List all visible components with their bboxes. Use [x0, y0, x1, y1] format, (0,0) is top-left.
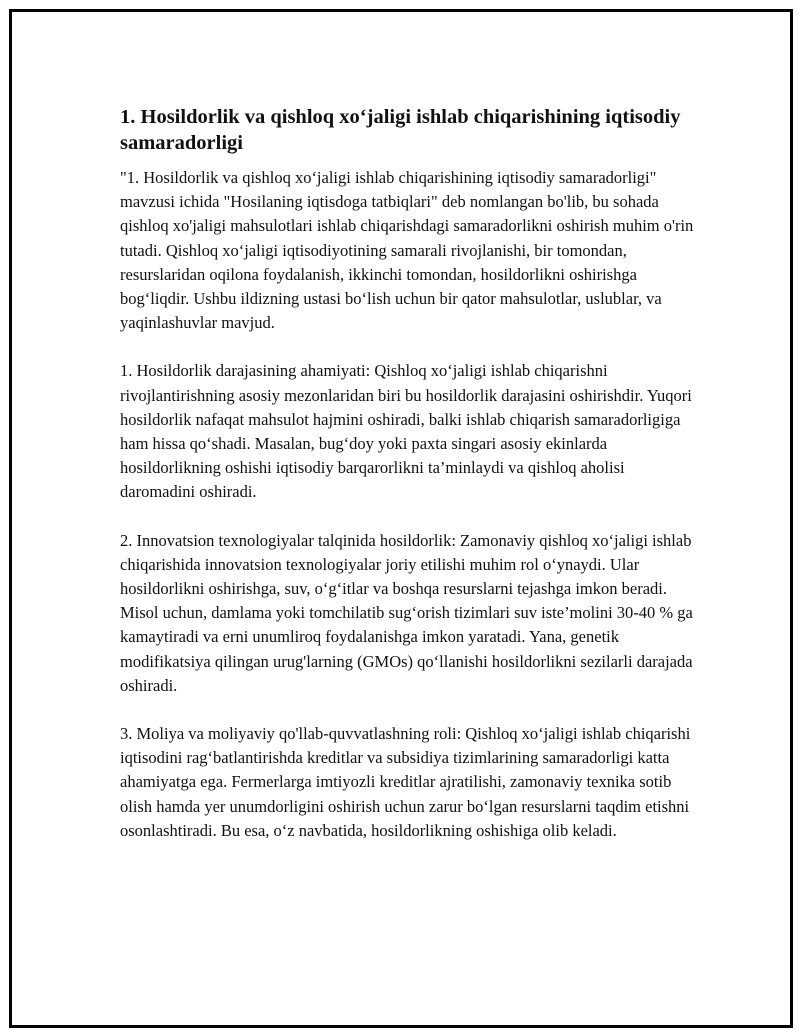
- paragraph-financial-support: 3. Moliya va moliyaviy qo'llab-quvvatlashning roli: Qishloq xo‘jaligi ishlab chiqarishi iqtisodini rag‘batlantirishda kreditlar va subsidiya tizimlarining samaradorligi katta ahamiyatga ega. Fermerlarga imtiyozli kreditlar ajratilishi, zamonaviy texnika sotib olish hamda yer unumdorligini oshirish uchun zarur bo‘lgan resurslarni taqdim etishni osonlashtiradi. Bu esa, o‘z navbatida, hosildorlikning oshishiga olib keladi.: [120, 724, 691, 840]
- document-title: 1. Hosildorlik va qishloq xo‘jaligi ishlab chiqarishining iqtisodiy samaradorligi: [120, 106, 681, 154]
- paragraph-innovative-technologies: 2. Innovatsion texnologiyalar talqinida hosildorlik: Zamonaviy qishloq xo‘jaligi ishlab chiqarishida innovatsion texnologiyalar joriy etilishi muhim rol o‘ynaydi. Ular hosildorlikni oshirishga, suv, o‘g‘itlar va boshqa resurslarni tejashga imkon beradi. Misol uchun, damlama yoki tomchilatib sug‘orish tizimlari suv iste’molini 30-40 % ga kamaytiradi va erni unumliroq foydalanishga imkon yaratadi. Yana, genetik modifikatsiya qilingan urug'larning (GMOs) qo‘llanishi hosildorlikni sezilarli darajada oshiradi.: [120, 530, 693, 695]
- document-body: [120, 104, 700, 867]
- intro-paragraph: "1. Hosildorlik va qishloq xo‘jaligi ishlab chiqarishining iqtisodiy samaradorligi" mavzusi ichida "Hosilaning iqtisdoga tatbiqlari" deb nomlangan bo'lib, bu sohada qishloq xo'jaligi mahsulotlari ishlab chiqarishdagi samaradorlikni oshirish muhim o'rin tutadi. Qishloq xo‘jaligi iqtisodiyotining samarali rivojlanishi, bir tomondan, resurslaridan oqilona foydalanish, ikkinchi tomondan, hosildorlikni oshirishga bog‘liqdir. Ushbu ildizning ustasi bo‘lish uchun bir qator mahsulotlar, uslublar, va yaqinlashuvlar mavjud.: [120, 168, 694, 333]
- page-frame: [9, 9, 793, 1028]
- paragraph-yield-importance: 1. Hosildorlik darajasining ahamiyati: Qishloq xo‘jaligi ishlab chiqarishni rivojlantirishning asosiy mezonlaridan biri bu hosildorlik darajasini oshirishdir. Yuqori hosildorlik nafaqat mahsulot hajmini oshiradi, balki ishlab chiqarish samaradorligiga ham hissa qo‘shadi. Masalan, bug‘doy yoki paxta singari asosiy ekinlarda hosildorlikning oshishi iqtisodiy barqarorlikni ta’minlaydi va qishloq aholisi daromadini oshiradi.: [120, 361, 692, 502]
